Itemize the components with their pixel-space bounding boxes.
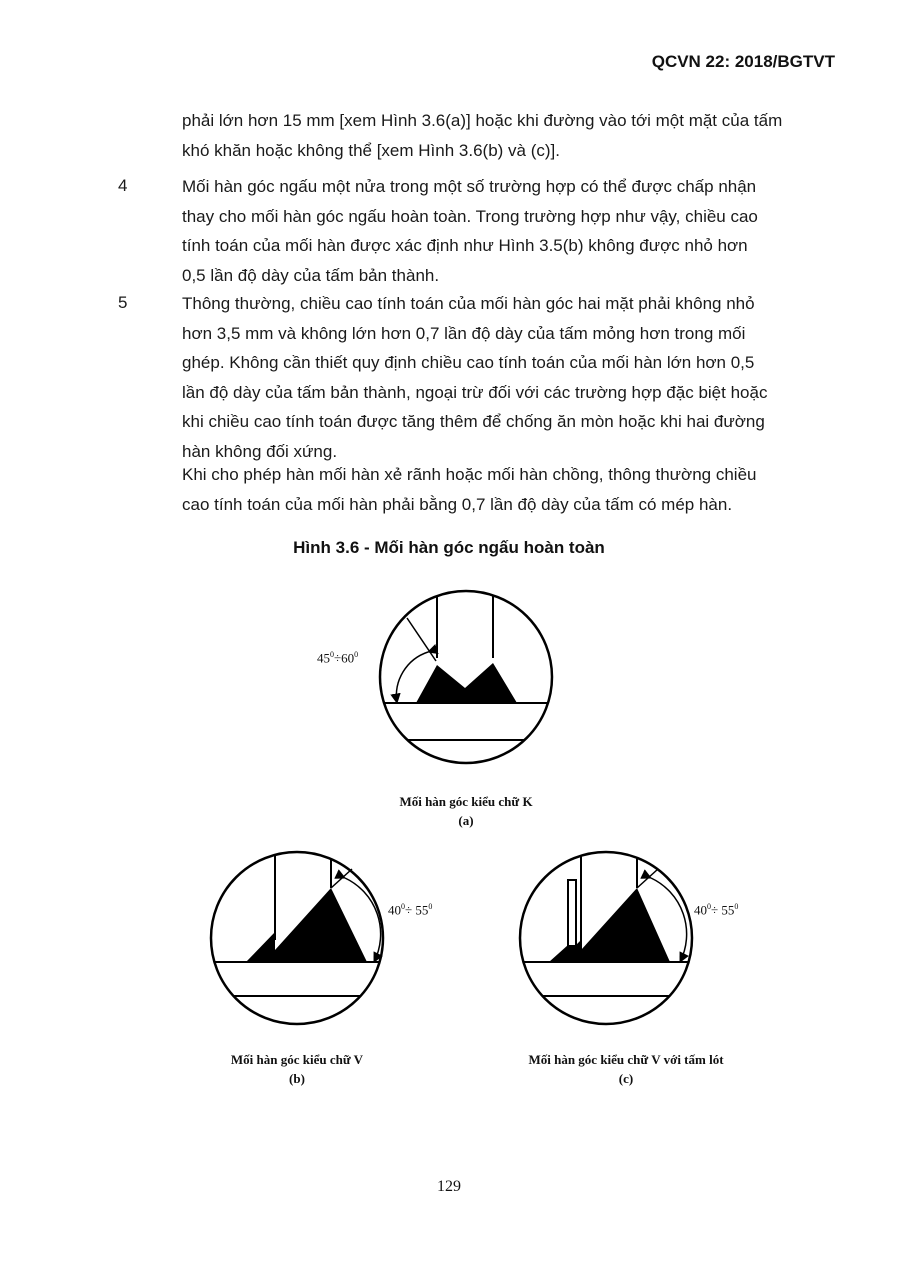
caption-text: Mối hàn góc kiểu chữ V bbox=[230, 1052, 364, 1067]
text-line: phải lớn hơn 15 mm [xem Hình 3.6(a)] hoặc khi đường vào tới một mặt của tấm bbox=[182, 111, 783, 130]
text-line: 0,5 lần độ dày của tấm bản thành. bbox=[182, 265, 440, 285]
angle-from: 45 bbox=[317, 650, 330, 666]
v-weld-backing-section bbox=[519, 850, 693, 996]
text-line: cao tính toán của mối hàn phải bằng 0,7 lần độ dày của tấm có mép hàn. bbox=[182, 494, 733, 514]
caption-label: (a) bbox=[458, 813, 474, 828]
detail-circle-a bbox=[380, 591, 552, 763]
document-code-header: QCVN 22: 2018/BGTVT bbox=[651, 52, 835, 71]
angle-to: 55 bbox=[415, 902, 429, 918]
caption-text: Mối hàn góc kiểu chữ V với tấm lót bbox=[528, 1052, 724, 1067]
text-line: khi chiều cao tính toán được tăng thêm để chống ăn mòn hoặc khi hai đường bbox=[182, 412, 765, 431]
figure-title: Hình 3.6 - Mối hàn góc ngấu hoàn toàn bbox=[293, 538, 605, 557]
degree-sup: 0 bbox=[734, 902, 739, 911]
angle-sep: ÷ bbox=[334, 650, 342, 666]
text-line: lần độ dày của tấm bản thành, ngoại trừ đối với các trường hợp đặc biệt hoặc bbox=[182, 382, 768, 402]
text-line: tính toán của mối hàn được xác định như Hình 3.5(b) không được nhỏ hơn bbox=[182, 236, 748, 255]
angle-label-c bbox=[694, 902, 738, 918]
text-line: Khi cho phép hàn mối hàn xẻ rãnh hoặc mối hàn chồng, thông thường chiều bbox=[182, 465, 757, 484]
angle-from: 40 bbox=[694, 902, 707, 918]
degree-sup: 0 bbox=[428, 902, 433, 911]
page-number: 129 bbox=[437, 1178, 461, 1195]
angle-label-a bbox=[317, 650, 358, 666]
text-line: khó khăn hoặc không thể [xem Hình 3.6(b) và (c)]. bbox=[182, 140, 560, 160]
caption-text: Mối hàn góc kiểu chữ K bbox=[399, 794, 533, 809]
text-line: Thông thường, chiều cao tính toán của mối hàn góc hai mặt phải không nhỏ bbox=[182, 294, 755, 313]
angle-to: 55 bbox=[721, 902, 735, 918]
angle-sep: ÷ bbox=[405, 902, 413, 918]
text-line: ghép. Không cần thiết quy định chiều cao tính toán của mối hàn lớn hơn 0,5 bbox=[182, 353, 755, 372]
degree-sup: 0 bbox=[354, 650, 359, 659]
caption-label: (b) bbox=[289, 1071, 305, 1086]
text-line: Mối hàn góc ngấu một nửa trong một số trường hợp có thể được chấp nhận bbox=[182, 177, 757, 196]
degree-sup: 0 bbox=[707, 902, 711, 911]
text-line: hơn 3,5 mm và không lớn hơn 0,7 lần độ dày của tấm mỏng hơn trong mối bbox=[182, 323, 746, 343]
v-weld-section bbox=[210, 850, 384, 996]
caption-b bbox=[197, 1050, 397, 1088]
caption-c bbox=[496, 1050, 756, 1088]
text-line: thay cho mối hàn góc ngấu hoàn toàn. Trong trường hợp như vậy, chiều cao bbox=[182, 206, 758, 226]
k-weld-bead bbox=[416, 663, 517, 703]
angle-sep: ÷ bbox=[711, 902, 719, 918]
angle-reference-line bbox=[637, 869, 658, 888]
caption-label: (c) bbox=[618, 1071, 634, 1086]
caption-a bbox=[366, 792, 566, 830]
text-line: hàn không đối xứng. bbox=[182, 441, 338, 461]
v-weld-bead bbox=[246, 888, 367, 962]
k-weld-section bbox=[380, 590, 552, 740]
degree-sup: 0 bbox=[401, 902, 405, 911]
item-number-4: 4 bbox=[118, 176, 128, 195]
angle-to: 60 bbox=[341, 650, 355, 666]
angle-label-b bbox=[388, 902, 432, 918]
angle-from: 40 bbox=[388, 902, 401, 918]
degree-sup: 0 bbox=[330, 650, 334, 659]
item-number-5: 5 bbox=[118, 293, 128, 312]
angle-reference-line bbox=[331, 869, 352, 888]
